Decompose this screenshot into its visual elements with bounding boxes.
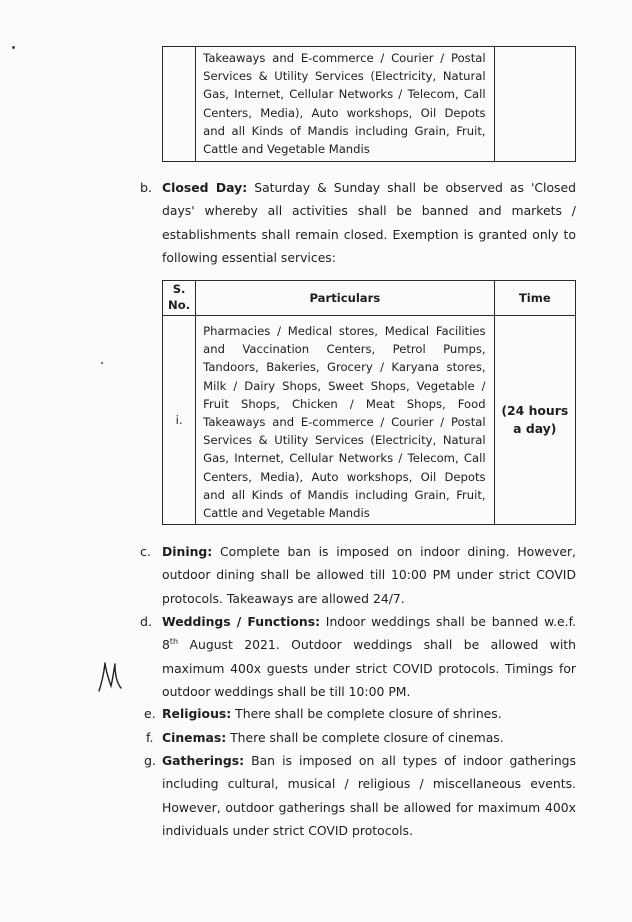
item-label: Dining: (162, 544, 213, 559)
item-marker: b. (140, 180, 152, 195)
particulars-cell (196, 316, 494, 525)
item-marker: e. (144, 706, 156, 721)
time-cell: (24 hours a day) (494, 316, 575, 525)
time-header: Time (494, 281, 575, 316)
item-text: Indoor weddings shall be banned w.e.f. 8 (162, 614, 576, 653)
essential-services-table (162, 280, 576, 525)
item-text: There shall be complete closure of cinemas. (226, 730, 504, 745)
gatherings-paragraph (162, 749, 576, 843)
item-text: Complete ban is imposed on indoor dining. However, outdoor dining shall be allowed till 10:00 PM under strict COVID protocols. Takeaways are allowed 24/7. (162, 544, 576, 606)
item-label: Weddings / Functions: (162, 614, 321, 629)
item-label: Cinemas: (162, 730, 227, 745)
item-text: Saturday & Sunday shall be observed as 'Closed days' whereby all activities shall be banned and markets / establishments shall remain closed. Exemption is granted only to following essential services: (162, 180, 576, 266)
weddings-paragraph (162, 610, 576, 704)
cinemas-paragraph (162, 726, 576, 749)
item-text: Ban is imposed on all types of indoor gatherings including cultural, musical / religious / miscellaneous events. However, outdoor gatherings shall be allowed for maximum 400x individuals under strict COVID protocols. (162, 753, 576, 839)
handwritten-initials (96, 660, 126, 694)
particulars-text: Pharmacies / Medical stores, Medical Facilities and Vaccination Centers, Petrol Pumps, Tandoors, Bakeries, Grocery / Karyana stores, Milk / Dairy Shops, Sweet Shops, Vegetable / Fruit Shops, Chicken / Meat Shops, Food Takeaways and E-commerce / Courier / Postal Services & Utility Services (Electricity, Natural Gas, Internet, Cellular Networks / Telecom, Call Centers, Media), Auto workshops, Oil Depots and all Kinds of Mandis including Grain, Fruit, Cattle and Vegetable Mandis (203, 324, 486, 521)
table-header-row (163, 281, 576, 316)
item-marker: c. (140, 544, 151, 559)
item-text: August 2021. Outdoor weddings shall be allowed with maximum 400x guests under strict COVID protocols. Timings for outdoor weddings shall be till 10:00 PM. (162, 637, 576, 700)
item-marker: g. (144, 753, 156, 768)
table-row (163, 47, 576, 162)
scan-speck (101, 362, 103, 364)
sno-cell (163, 47, 196, 162)
ordinal-suffix: th (169, 637, 179, 647)
dining-paragraph (162, 540, 576, 610)
sno-cell: i. (163, 316, 196, 525)
closed-day-paragraph (162, 176, 576, 270)
particulars-text: Takeaways and E-commerce / Courier / Postal Services & Utility Services (Electricity, Natural Gas, Internet, Cellular Networks / Telecom, Call Centers, Media), Auto workshops, Oil Depots and all Kinds of Mandis including Grain, Fruit, Cattle and Vegetable Mandis (203, 51, 486, 157)
item-label: Religious: (162, 706, 232, 721)
particulars-cell (196, 47, 494, 162)
item-label: Gatherings: (162, 753, 245, 768)
sno-header: S. No. (163, 281, 196, 316)
continued-services-table (162, 46, 576, 162)
time-cell (494, 47, 575, 162)
item-label: Closed Day: (162, 180, 248, 195)
item-marker: d. (140, 614, 152, 629)
item-marker: f. (146, 730, 154, 745)
particulars-header: Particulars (196, 281, 494, 316)
religious-paragraph (162, 702, 576, 725)
scan-speck (12, 46, 15, 49)
item-text: There shall be complete closure of shrines. (231, 706, 502, 721)
table-row (163, 316, 576, 525)
